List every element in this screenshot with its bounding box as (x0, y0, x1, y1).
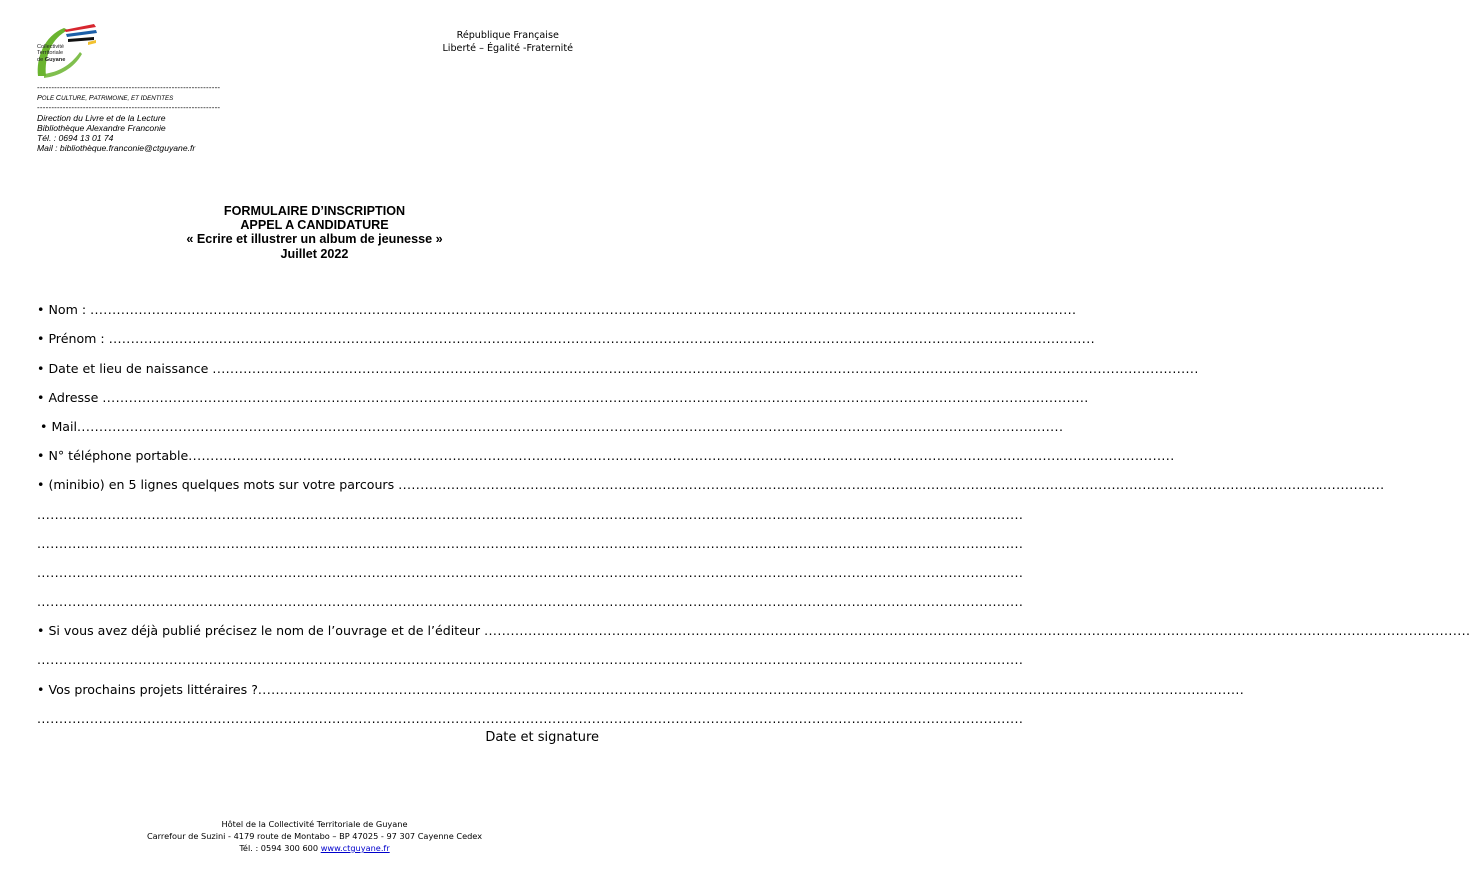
footer-website-link[interactable]: www.ctguyane.fr (320, 843, 390, 853)
pole-p2: C (55, 93, 62, 102)
minibio-line-3[interactable] (37, 522, 584, 551)
fill-line[interactable] (37, 594, 1023, 609)
field-nom[interactable] (37, 288, 584, 317)
title-line-3: « Ecrire et illustrer un album de jeunesse » (186, 232, 443, 247)
field-projets[interactable] (37, 667, 584, 696)
field-publie[interactable] (37, 609, 584, 638)
fill-line[interactable] (77, 419, 1063, 434)
label-prenom: Prénom : (48, 331, 105, 347)
field-telephone[interactable] (37, 434, 584, 463)
field-mail[interactable] (37, 405, 584, 434)
signature-label: Date et signature (485, 730, 599, 745)
divider-bottom: ---------------------------------------------------------------- (37, 103, 221, 112)
fill-line[interactable] (102, 390, 1088, 405)
bullet-icon: • (40, 418, 48, 434)
bullet-icon: • (37, 623, 45, 639)
title-line-2: APPEL A CANDIDATURE (240, 218, 389, 233)
fill-line[interactable] (37, 711, 1023, 726)
pole-p4: I (140, 93, 143, 102)
logo-text (37, 44, 65, 63)
republic-header (442, 30, 573, 55)
bullet-icon: • (37, 302, 45, 318)
fill-line[interactable] (484, 623, 1470, 638)
bullet-icon: • (37, 389, 45, 405)
republic-line-2: Liberté – Égalité -Fraternité (442, 42, 573, 54)
fill-line[interactable] (37, 565, 1023, 580)
pole-p2-sc: ULTURE, (61, 95, 89, 102)
fill-line[interactable] (188, 448, 1174, 463)
pole-p1-sc: OLE (41, 95, 56, 102)
bullet-icon: • (37, 448, 45, 464)
bullet-icon: • (37, 331, 45, 347)
tel-line: Tél. : 0694 13 01 74 (37, 133, 114, 143)
minibio-line-5[interactable] (37, 580, 584, 609)
sender-block (37, 83, 221, 153)
fill-line[interactable] (37, 536, 1023, 551)
fill-line[interactable] (109, 331, 1095, 346)
republic-line-1: République Française (456, 30, 559, 41)
title-line-4: Juillet 2022 (280, 246, 349, 261)
pole-p1: P (37, 93, 42, 102)
label-publie: Si vous avez déjà publié précisez le nom de l’ouvrage et de l’éditeur (48, 623, 481, 639)
publie-line-2[interactable] (37, 638, 584, 667)
label-nom: Nom : (48, 302, 87, 318)
field-adresse[interactable] (37, 376, 584, 405)
label-mail: Mail (51, 418, 78, 434)
bullet-icon: • (37, 477, 45, 493)
pole-p3: P (88, 93, 94, 102)
fill-line[interactable] (37, 652, 1023, 667)
fill-line[interactable] (398, 477, 1384, 492)
pole-p4-sc: DENTITES (142, 95, 174, 102)
logo-line-3-strong: Guyane (44, 56, 66, 63)
fill-line[interactable] (37, 507, 1023, 522)
logo-line-2: Territoriale (37, 50, 64, 57)
fill-line[interactable] (90, 302, 1076, 317)
logo-line-3-prefix: de (37, 56, 45, 63)
direction-line: Direction du Livre et de la Lecture (37, 113, 166, 123)
footer-line-2: Carrefour de Suzini - 4179 route de Montabo – BP 47025 - 97 307 Cayenne Cedex (146, 831, 483, 841)
mail-line: Mail : bibliothèque.franconie@ctguyane.fr (37, 143, 196, 153)
fill-line[interactable] (212, 361, 1198, 376)
pole-p3-sc: ATRIMOINE, ET (93, 95, 141, 102)
footer-tel: Tél. : 0594 300 600 (239, 843, 321, 853)
field-naissance[interactable] (37, 346, 584, 375)
footer (0, 818, 629, 854)
field-minibio[interactable] (37, 463, 584, 492)
form-title (0, 204, 629, 261)
logo-line-1: Collectivité (37, 44, 65, 50)
divider-top: ---------------------------------------------------------------- (37, 83, 221, 92)
bibliotheque-line: Bibliothèque Alexandre Franconie (37, 123, 166, 133)
footer-line-3 (0, 842, 629, 854)
field-prenom[interactable] (37, 317, 584, 346)
bullet-icon: • (37, 360, 45, 376)
label-adresse: Adresse (48, 389, 99, 405)
minibio-line-4[interactable] (37, 551, 584, 580)
fill-line[interactable] (258, 682, 1244, 697)
title-line-1: FORMULAIRE D’INSCRIPTION (223, 204, 406, 218)
projets-line-2[interactable] (37, 697, 584, 726)
label-naissance: Date et lieu de naissance (48, 360, 209, 376)
footer-line-1: Hôtel de la Collectivité Territoriale de Guyane (221, 819, 408, 829)
label-projets: Vos prochains projets littéraires ? (48, 681, 258, 697)
label-telephone: N° téléphone portable (48, 448, 189, 464)
registration-form (37, 288, 584, 726)
minibio-line-2[interactable] (37, 492, 584, 521)
bullet-icon: • (37, 681, 45, 697)
logo-line-3 (37, 57, 65, 63)
label-minibio: (minibio) en 5 lignes quelques mots sur votre parcours (48, 477, 395, 493)
